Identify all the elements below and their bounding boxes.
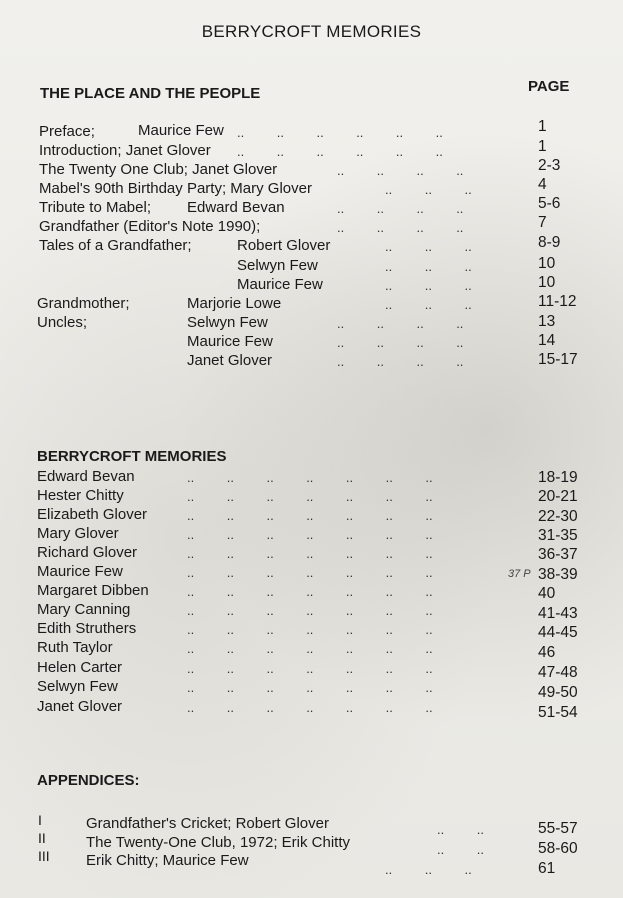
toc-author: Robert Glover (237, 237, 331, 254)
toc-label: Elizabeth Glover (37, 506, 148, 523)
appendix-numeral: II (38, 830, 46, 846)
leader-dots: .. .. .. .. .. .. .. (187, 661, 433, 676)
leader-dots: .. .. .. (385, 297, 472, 312)
section-heading-place: THE PLACE AND THE PEOPLE (40, 85, 261, 102)
toc-label: Preface; (39, 123, 95, 140)
toc-page: 46 (538, 644, 556, 661)
section-heading-memories: BERRYCROFT MEMORIES (37, 448, 227, 465)
toc-page: 4 (538, 176, 547, 193)
toc-page: 8-9 (538, 234, 561, 251)
toc-page: 10 (538, 274, 556, 291)
leader-dots: .. .. .. .. (337, 316, 464, 331)
toc-author: Maurice Few (138, 122, 224, 139)
toc-page: 15-17 (538, 351, 578, 368)
leader-dots: .. .. .. (385, 862, 472, 877)
toc-author: Selwyn Few (237, 257, 318, 274)
leader-dots: .. .. .. .. .. .. .. (187, 622, 433, 637)
toc-page: 20-21 (538, 488, 578, 505)
toc-page: 58-60 (538, 840, 578, 857)
toc-page: 5-6 (538, 195, 561, 212)
toc-page: 11-12 (538, 293, 577, 310)
toc-page: 44-45 (538, 624, 578, 641)
leader-dots: .. .. .. .. .. .. .. (187, 508, 433, 523)
toc-label: Selwyn Few (37, 678, 118, 695)
leader-dots: .. .. .. .. .. .. .. (187, 641, 433, 656)
toc-page: 38-39 (538, 566, 578, 583)
toc-label: Mary Canning (37, 601, 131, 618)
toc-page: 51-54 (538, 704, 578, 721)
toc-page: 18-19 (538, 469, 578, 486)
leader-dots: .. .. .. .. .. .. .. (187, 527, 433, 542)
toc-label: Mabel's 90th Birthday Party; Mary Glover (39, 180, 312, 197)
toc-label: Mary Glover (37, 525, 119, 542)
leader-dots: .. .. .. .. .. .. .. (187, 680, 433, 695)
toc-page: 36-37 (538, 546, 578, 563)
toc-page: 10 (538, 255, 556, 272)
toc-page: 49-50 (538, 684, 578, 701)
leader-dots: .. .. .. .. .. .. (237, 125, 443, 140)
toc-label: Grandfather's Cricket; Robert Glover (86, 815, 329, 832)
toc-page: 41-43 (538, 605, 578, 622)
toc-label: Helen Carter (37, 659, 123, 676)
leader-dots: .. .. .. .. .. .. .. (187, 700, 433, 715)
toc-page: 2-3 (538, 157, 561, 174)
appendix-numeral: III (38, 848, 50, 864)
section-heading-appendices: APPENDICES: (37, 772, 140, 789)
leader-dots: .. .. .. .. (337, 201, 464, 216)
toc-page: 1 (538, 118, 547, 135)
toc-label: Edward Bevan (37, 468, 135, 485)
toc-author: Selwyn Few (187, 314, 268, 331)
toc-page: 40 (538, 585, 556, 602)
toc-page: 55-57 (538, 820, 578, 837)
leader-dots: .. .. (437, 822, 484, 837)
page-column-header: PAGE (528, 78, 570, 95)
toc-label: Grandmother; (37, 295, 130, 312)
toc-label: Ruth Taylor (37, 639, 113, 656)
toc-label: Tales of a Grandfather; (39, 237, 192, 254)
toc-label: Richard Glover (37, 544, 138, 561)
toc-label: Janet Glover (37, 698, 123, 715)
toc-page: 13 (538, 313, 556, 330)
leader-dots: .. .. (437, 842, 484, 857)
toc-author: Marjorie Lowe (187, 295, 282, 312)
leader-dots: .. .. .. .. .. .. .. (187, 489, 433, 504)
leader-dots: .. .. .. .. (337, 335, 464, 350)
toc-label: The Twenty-One Club, 1972; Erik Chitty (86, 834, 351, 851)
leader-dots: .. .. .. .. .. .. .. (187, 546, 433, 561)
toc-author: Edward Bevan (187, 199, 285, 216)
leader-dots: .. .. .. (385, 182, 472, 197)
leader-dots: .. .. .. .. .. .. (237, 144, 443, 159)
leader-dots: .. .. .. (385, 278, 472, 293)
toc-label: Maurice Few (37, 563, 123, 580)
toc-page: 7 (538, 214, 547, 231)
toc-page: 22-30 (538, 508, 578, 525)
leader-dots: .. .. .. .. (337, 163, 464, 178)
leader-dots: .. .. .. .. .. .. .. (187, 603, 433, 618)
toc-label: Erik Chitty; Maurice Few (86, 852, 249, 869)
toc-label: Margaret Dibben (37, 582, 149, 599)
toc-page: 1 (538, 138, 547, 155)
leader-dots: .. .. .. (385, 239, 472, 254)
toc-label: Grandfather (Editor's Note 1990); (39, 218, 261, 235)
leader-dots: .. .. .. .. (337, 354, 464, 369)
leader-dots: .. .. .. .. (337, 220, 464, 235)
toc-page: 31-35 (538, 527, 578, 544)
toc-label: Tribute to Mabel; (39, 199, 151, 216)
toc-author: Maurice Few (187, 333, 273, 350)
toc-author: Janet Glover (187, 352, 273, 369)
leader-dots: .. .. .. (385, 259, 472, 274)
leader-dots: .. .. .. .. .. .. .. (187, 470, 433, 485)
toc-author: Maurice Few (237, 276, 323, 293)
leader-dots: .. .. .. .. .. .. .. (187, 565, 433, 580)
handwritten-note: 37 P (508, 568, 531, 580)
appendix-numeral: I (38, 812, 42, 828)
leader-dots: .. .. .. .. .. .. .. (187, 584, 433, 599)
toc-label: Edith Struthers (37, 620, 137, 637)
toc-label: Uncles; (37, 314, 88, 331)
toc-page: 14 (538, 332, 556, 349)
toc-label: Hester Chitty (37, 487, 124, 504)
toc-page: 47-48 (538, 664, 578, 681)
page-title: BERRYCROFT MEMORIES (201, 22, 422, 41)
toc-label: The Twenty One Club; Janet Glover (39, 161, 278, 178)
toc-page: 61 (538, 860, 556, 877)
toc-label: Introduction; Janet Glover (39, 142, 211, 159)
